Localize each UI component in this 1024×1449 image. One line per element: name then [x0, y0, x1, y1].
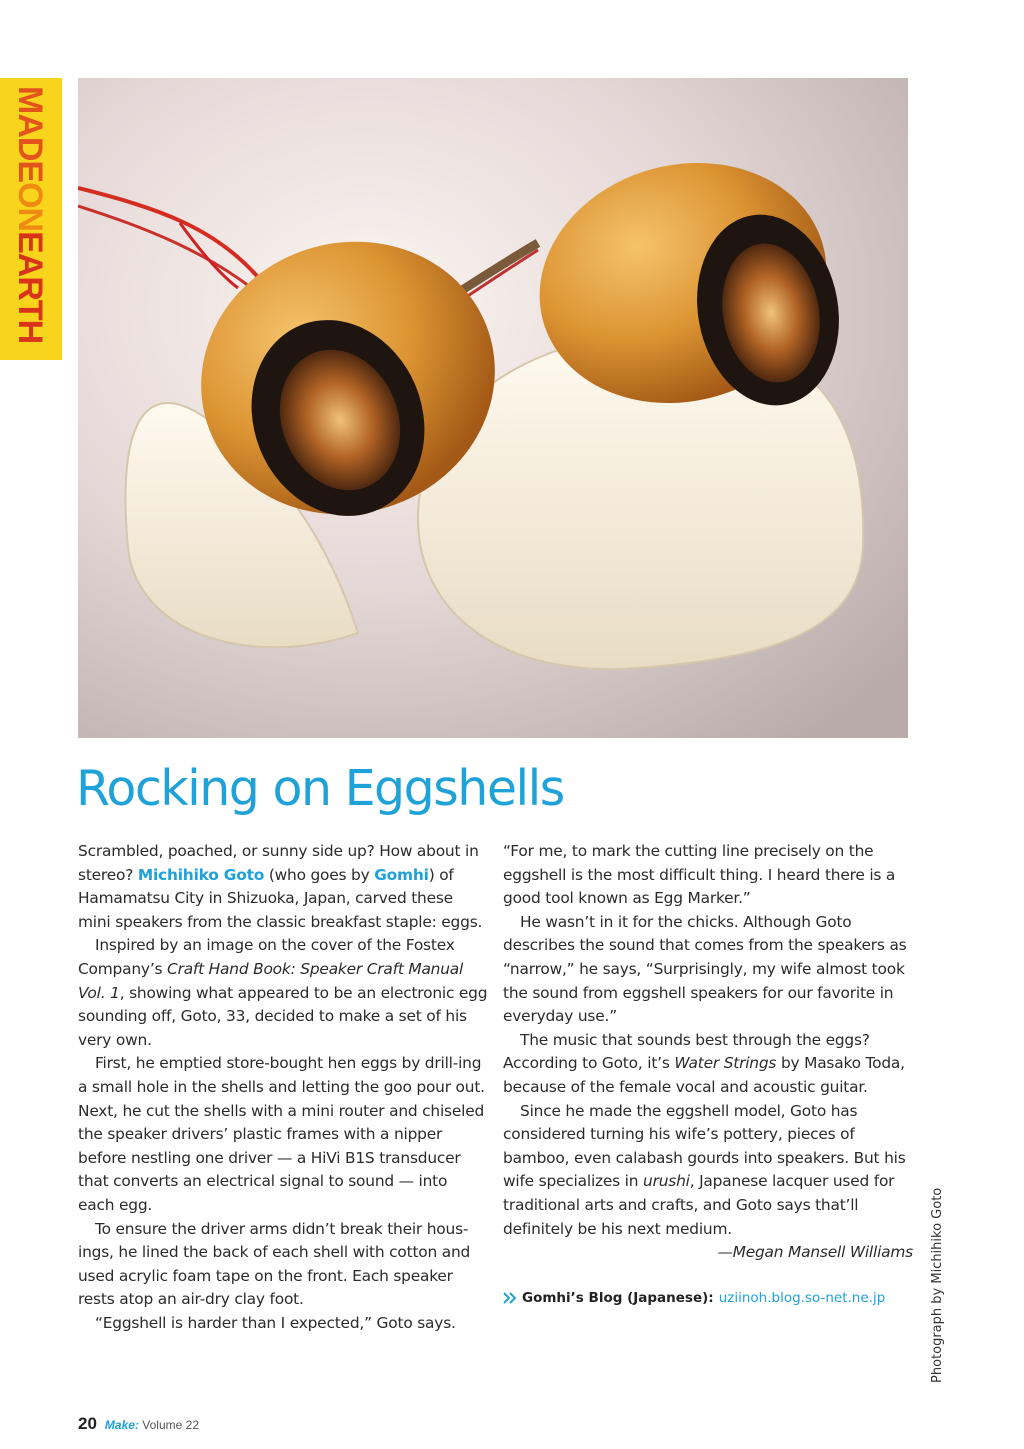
section-label: MADEONEARTH [11, 86, 49, 344]
link-gomhi[interactable]: Gomhi [374, 865, 429, 884]
article-right-column [503, 840, 913, 1265]
paragraph: He wasn’t in it for the chicks. Although Goto describes the sound that comes from the speakers as “narrow,” he says, “Surprisingly, my wife almost took the sound from eggshell speakers for our favorite in everyday use.” [503, 912, 907, 1026]
volume-label: Volume 22 [142, 1418, 199, 1432]
magazine-info [105, 1418, 199, 1432]
headline: Rocking on Eggshells [76, 760, 564, 817]
paragraph: Since he made the eggshell model, Goto has considered turning his wife’s pottery, pieces of bamboo, even calabash gourds into speakers. But his wife specializes in urushi, Japanese lacquer used for traditional arts and crafts, and Goto says that’ll definitely be his next medium. [503, 1101, 906, 1238]
eggshell-speakers-photo [78, 78, 908, 738]
blog-url-link[interactable]: uziinoh.blog.so-net.ne.jp [718, 1290, 886, 1306]
paragraph: Inspired by an image on the cover of the Fostex Company’s Craft Hand Book: Speaker Craft Manual Vol. 1, showing what appeared to be an electronic egg sounding off, Goto, 33, decided to make a set of his very own. [78, 936, 488, 1049]
byline: —Megan Mansell Williams [717, 1243, 913, 1262]
blog-reference [503, 1290, 885, 1306]
paragraph: First, he emptied store-bought hen eggs by drill-ing a small hole in the shells and letting the goo pour out. Next, he cut the shells with a mini router and chiseled the speaker drivers’ plastic frames with a nipper before nestling one driver — a HiVi B1S transducer that converts an electrical signal to sound — into each egg. [78, 1054, 485, 1214]
article-left-column [78, 840, 488, 1335]
paragraph: “For me, to mark the cutting line precisely on the eggshell is the most difficult thing. I heard there is a good tool known as Egg Marker.” [503, 842, 896, 908]
blog-label: Gomhi’s Blog (Japanese): [522, 1290, 714, 1306]
double-chevron-icon [503, 1292, 517, 1304]
paragraph: “Eggshell is harder than I expected,” Goto says. [95, 1313, 456, 1332]
photo-credit: Photograph by Michihiko Goto [930, 1187, 945, 1383]
magazine-name: Make: [104, 1418, 139, 1432]
page-number: 20 [78, 1414, 97, 1433]
paragraph: The music that sounds best through the eggs? According to Goto, it’s Water Strings by Masako Toda, because of the female vocal and acoustic guitar. [503, 1030, 905, 1096]
page-footer [78, 1414, 199, 1434]
link-michihiko-goto[interactable]: Michihiko Goto [137, 865, 265, 884]
paragraph: Scrambled, poached, or sunny side up? How about in stereo? Michihiko Goto (who goes by Gomhi) of Hamamatsu City in Shizuoka, Japan, carved these mini speakers from the classic breakfast staple: eggs. [78, 842, 483, 931]
paragraph: To ensure the driver arms didn’t break their hous-ings, he lined the back of each shell with cotton and used acrylic foam tape on the front. Each speaker rests atop an air-dry clay foot. [78, 1219, 471, 1309]
